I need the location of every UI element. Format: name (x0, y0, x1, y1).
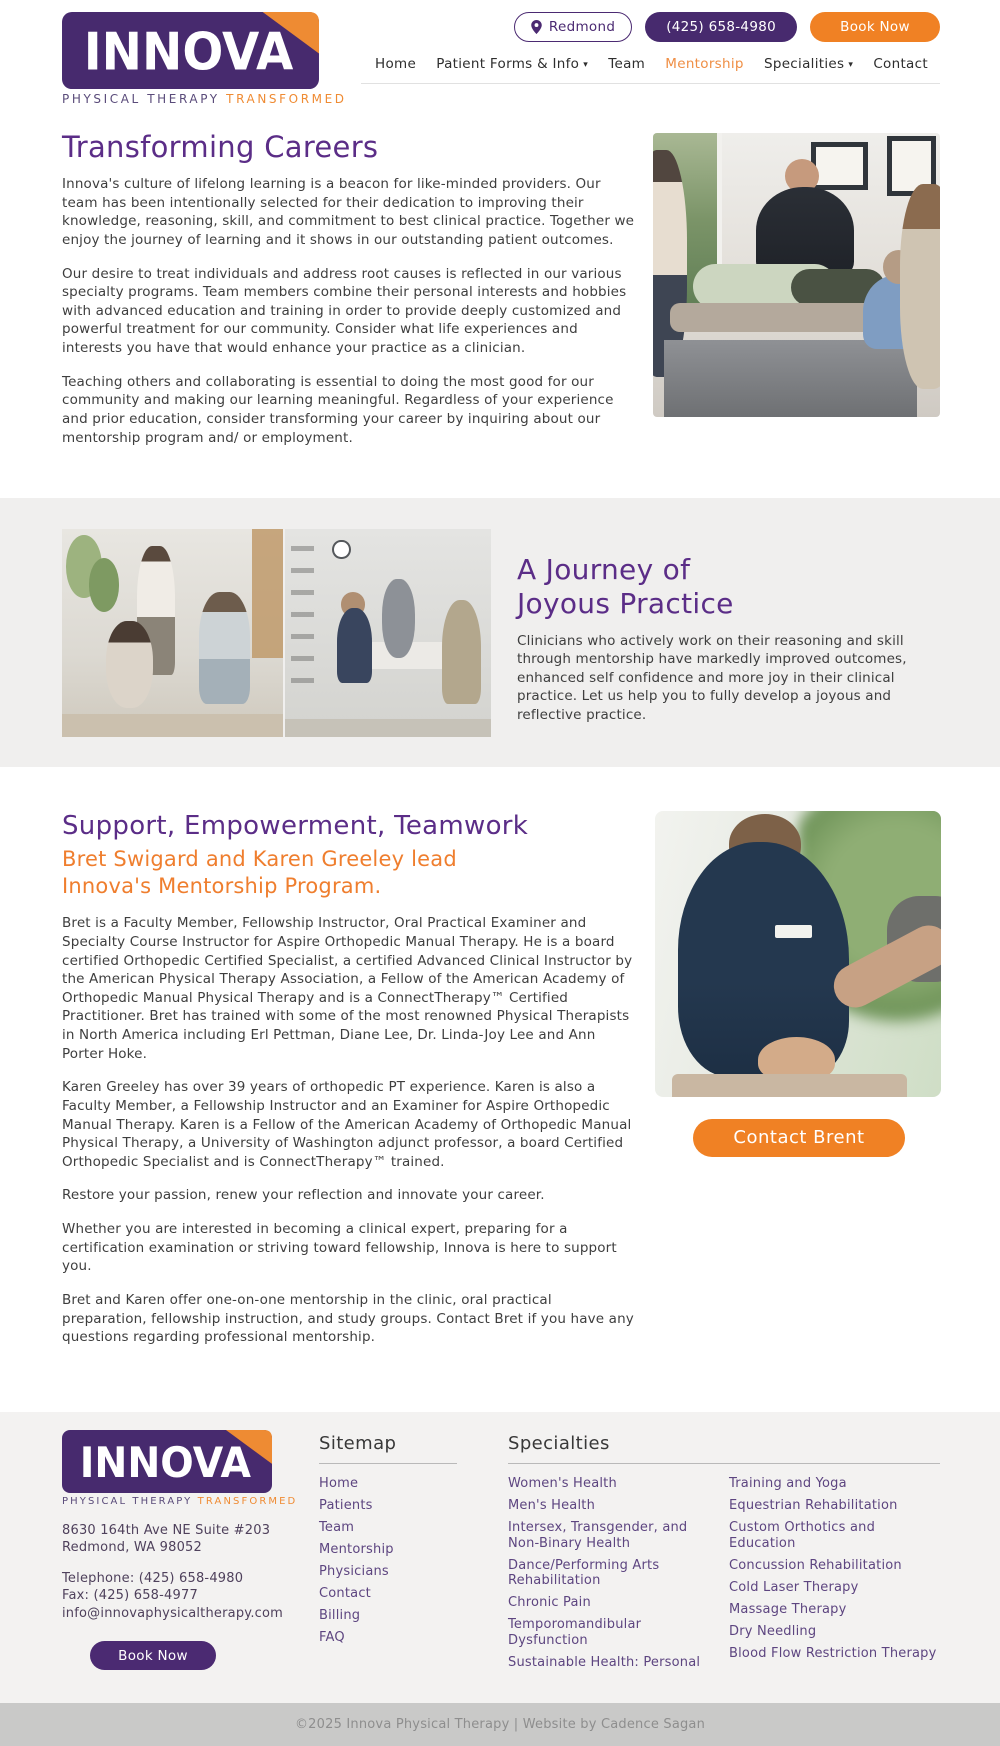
specialties-col2 (729, 1476, 940, 1677)
nav-item-specialities[interactable] (764, 56, 853, 72)
nav-item-patient-forms-label: Patient Forms & Info (436, 56, 580, 72)
photo-ladder (291, 546, 314, 700)
sitemap-link-physicians[interactable]: Physicians (319, 1564, 389, 1580)
header-book-now-button[interactable] (810, 12, 940, 42)
group-clinic-photo (285, 529, 491, 737)
hero-paragraph: Innova's culture of lifelong learning is a beacon for like-minded providers. Our team has been intentionally selected for their dedication to improving their knowledge, reasoning, skill, and commitment to best clinical practice. Together we enjoy the journey of learning and it shows in our outstanding patient outcomes. (62, 176, 635, 248)
photo-figure (900, 184, 940, 388)
specialty-link[interactable]: Chronic Pain (508, 1595, 591, 1611)
photo-clock (332, 540, 351, 560)
nav-item-patient-forms[interactable] (436, 56, 588, 72)
specialty-link[interactable]: Training and Yoga (729, 1475, 847, 1491)
specialty-link[interactable]: Concussion Rehabilitation (729, 1557, 902, 1573)
footer-brand (62, 1430, 298, 1507)
specialty-link[interactable]: Sustainable Health: Personal (508, 1655, 701, 1671)
logo-tagline-accent: TRANSFORMED (197, 1495, 298, 1507)
specialties-col1 (508, 1476, 729, 1677)
photo-figure (442, 600, 481, 704)
copyright-text: ©2025 Innova Physical Therapy | Website by Cadence Sagan (294, 1717, 706, 1733)
sitemap-link-patients[interactable]: Patients (319, 1497, 373, 1513)
team-treatment-photo (653, 133, 940, 417)
support-title: Support, Empowerment, Teamwork (62, 810, 529, 841)
phone-pill[interactable] (645, 12, 797, 42)
contact-brent-button[interactable]: Contact Brent (693, 1119, 905, 1157)
specialty-link[interactable]: Temporomandibular Dysfunction (508, 1617, 642, 1648)
photo-table-base (664, 340, 917, 417)
photo-figure (382, 579, 415, 658)
footer-book-now-button[interactable]: Book Now (90, 1641, 216, 1670)
header-right (361, 12, 940, 106)
header-book-now-label: Book Now (840, 19, 910, 35)
bottom-bar (0, 1703, 1000, 1746)
footer-telephone: Telephone: (425) 658-4980 (62, 1570, 244, 1586)
specialties-columns (508, 1476, 940, 1677)
sitemap-link-faq[interactable]: FAQ (319, 1630, 345, 1646)
location-pill-label: Redmond (548, 19, 616, 35)
specialty-link[interactable]: Massage Therapy (729, 1601, 847, 1617)
header-brand (62, 12, 347, 107)
hero-paragraph: Teaching others and collaborating is essential to doing the most good for our community and making our learning meaningful. Regardless of your experience and prior education, consider transforming your career by inquiring about our mentorship program and/ or employment. (62, 373, 614, 446)
sitemap-link-billing[interactable]: Billing (319, 1608, 361, 1624)
nav-item-home[interactable]: Home (375, 56, 417, 72)
photo-plant (89, 558, 120, 612)
photo-table (672, 1074, 907, 1097)
specialty-link[interactable]: Equestrian Rehabilitation (729, 1497, 898, 1513)
main-nav (361, 56, 940, 84)
support-paragraph: Karen Greeley has over 39 years of orthopedic PT experience. Karen is also a Faculty Member, a Fellowship Instructor and an Examiner for Aspire Orthopedic Manual Therapy. Karen is a Fellow of the American Academy of Orthopedic Manual Physical Therapy, a University of Washington adjunct professor, a board Certified Orthopedic Specialist and is ConnectTherapy™ trained. (62, 1079, 632, 1170)
sitemap-link-contact[interactable]: Contact (319, 1586, 371, 1602)
phone-pill-label: (425) 658-4980 (666, 19, 776, 35)
photo-figure-torso (678, 842, 850, 1077)
footer-address (62, 1522, 319, 1557)
specialty-link[interactable]: Intersex, Transgender, and Non-Binary Health (508, 1519, 688, 1551)
header (0, 0, 1000, 106)
sitemap-link-mentorship[interactable]: Mentorship (319, 1542, 394, 1558)
innova-logo (62, 1430, 272, 1493)
support-text (62, 811, 639, 1362)
specialty-link[interactable]: Cold Laser Therapy (729, 1579, 859, 1595)
journey-text (517, 529, 909, 739)
address-line1: 8630 164th Ave NE Suite #203 (62, 1522, 271, 1538)
specialty-link[interactable]: Blood Flow Restriction Therapy (729, 1646, 937, 1661)
logo-wordmark: INNOVA (83, 22, 294, 83)
footer-fax: Fax: (425) 658-4977 (62, 1588, 198, 1604)
photo-name-tag (775, 925, 812, 938)
logo-tagline-primary: PHYSICAL THERAPY (62, 92, 220, 107)
footer-logo-tagline (62, 1495, 298, 1507)
journey-title (517, 553, 909, 621)
chevron-down-icon: ▾ (583, 60, 589, 70)
photo-frame (811, 142, 868, 190)
bret-treatment-photo (655, 811, 941, 1097)
specialty-link[interactable]: Men's Health (508, 1497, 596, 1513)
specialty-link[interactable]: Women's Health (508, 1475, 617, 1491)
nav-item-mentorship[interactable]: Mentorship (665, 56, 744, 72)
photo-equipment (252, 529, 283, 658)
logo-tagline-accent: TRANSFORMED (226, 92, 347, 107)
footer-brand-column (62, 1430, 319, 1677)
nav-item-contact[interactable]: Contact (873, 56, 928, 72)
nav-item-specialities-label: Specialities (763, 56, 845, 72)
mentorship-gym-photo (62, 529, 283, 737)
support-paragraph: Bret is a Faculty Member, Fellowship Instructor, Oral Practical Examiner and Specialty Course Instructor for Aspire Orthopedic Manual Therapy. He is a board certified Orthopedic Certified Specialist, a certified Advanced Clinical Instructor by the American Physical Therapy Association, a Fellow of the American Academy of Orthopedic Manual Physical Therapy and is a ConnectTherapy™ Certified Practitioner. Bret has trained with some of the most renowned Physical Therapists in North America including Erl Pettman, Diane Lee, Dr. Linda-Joy Lee and Ann Porter Hoke. (62, 915, 633, 1062)
footer-logo-link[interactable] (62, 1430, 298, 1507)
photo-floor (62, 714, 283, 737)
journey-photos (62, 529, 491, 737)
hero-text (62, 130, 639, 462)
support-side (655, 811, 943, 1362)
logo-tagline (62, 92, 347, 107)
footer (0, 1412, 1000, 1703)
location-pill[interactable] (514, 12, 632, 42)
support-subtitle (62, 846, 639, 901)
specialty-link[interactable]: Custom Orthotics and Education (729, 1519, 876, 1551)
logo-wordmark: INNOVA (79, 1437, 252, 1487)
logo-tagline-primary: PHYSICAL THERAPY (62, 1495, 193, 1507)
photo-figure (106, 621, 152, 708)
photo-floor (285, 719, 491, 738)
page-title: Transforming Careers (62, 130, 379, 165)
support-paragraph: Bret and Karen offer one-on-one mentorship in the clinic, oral practical preparation, fellowship instruction, and study groups. Contact Bret if you have any questions regarding professional mentorship. (62, 1291, 634, 1346)
journey-paragraph: Clinicians who actively work on their reasoning and skill through mentorship have markedly improved outcomes, enhanced self confidence and more joy in their clinical practice. Let us help you to fully develop a joyous and reflective practice. (517, 632, 907, 724)
footer-contact-block (62, 1570, 319, 1623)
header-pill-row (361, 12, 940, 42)
specialty-link[interactable]: Dry Needling (729, 1623, 817, 1639)
support-subtitle-line2: Innova's Mentorship Program. (62, 873, 382, 898)
journey-title-line1: A Journey of (517, 553, 691, 587)
photo-figure (199, 592, 250, 704)
support-paragraph: Whether you are interested in becoming a clinical expert, preparing for a certification examination or striving toward fellowship, Innova is here to support you. (62, 1221, 617, 1275)
photo-figure (337, 608, 372, 683)
specialties-title: Specialties (508, 1430, 940, 1464)
footer-sitemap-column (319, 1430, 457, 1677)
footer-email-link[interactable]: info@innovaphysicaltherapy.com (62, 1605, 284, 1621)
support-section (0, 767, 1000, 1412)
footer-specialties-column (508, 1430, 940, 1677)
journey-title-line2: Joyous Practice (517, 587, 734, 621)
support-paragraph: Restore your passion, renew your reflection and innovate your career. (62, 1187, 545, 1204)
location-pin-icon (531, 20, 542, 34)
hero-paragraph: Our desire to treat individuals and address root causes is reflected in our various specialty programs. Team members combine their personal interests and hobbies with advanced education and training in order to provide deeply customized and powerful treatment for our community. Consider what life experiences and interests you have that would enhance your practice as a clinician. (62, 265, 627, 357)
innova-logo (62, 12, 319, 89)
sitemap-title: Sitemap (319, 1430, 457, 1464)
sitemap-link-team[interactable]: Team (319, 1519, 355, 1535)
journey-section (0, 498, 1000, 766)
address-line2: Redmond, WA 98052 (62, 1540, 202, 1556)
nav-item-team[interactable]: Team (608, 56, 646, 72)
chevron-down-icon: ▾ (848, 60, 854, 70)
specialty-link[interactable]: Dance/Performing Arts Rehabilitation (508, 1557, 660, 1589)
logo-link[interactable] (62, 12, 347, 107)
sitemap-link-home[interactable]: Home (319, 1475, 359, 1491)
support-subtitle-line1: Bret Swigard and Karen Greeley lead (62, 846, 457, 871)
hero-section (0, 106, 1000, 498)
